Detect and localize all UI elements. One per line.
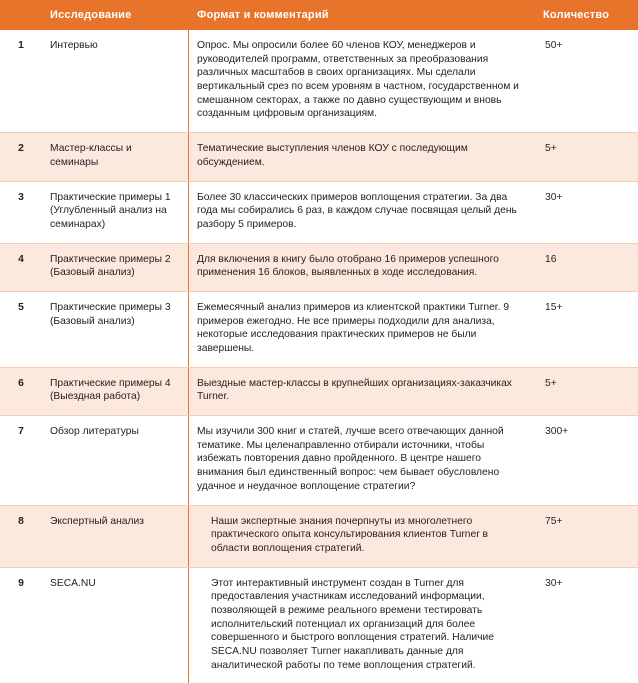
table-row — [0, 567, 638, 683]
row-number: 5 — [0, 291, 42, 367]
row-description: Этот интерактивный инструмент создан в Turner для предоставления участникам исследований информации, позволяющей в режиме реального времени тестировать исполнительский потенциал их организаций для более совершенного и быстрого воплощения стратегий. Наличие SECA.NU позволяет Turner накапливать данные для аналитической работы по теме воплощения стратегий. — [189, 567, 536, 683]
row-count: 75+ — [535, 505, 638, 567]
table-row — [0, 291, 638, 367]
table-row — [0, 30, 638, 133]
row-research-name: Мастер-классы и семинары — [42, 133, 189, 181]
table-row — [0, 505, 638, 567]
row-description: Для включения в книгу было отобрано 16 примеров успешного применения 16 блоков, выявленных в ходе исследования. — [189, 243, 536, 291]
table-header-row — [0, 0, 638, 30]
table-body — [0, 30, 638, 683]
column-header-research: Исследование — [50, 9, 132, 21]
row-count: 16 — [535, 243, 638, 291]
row-count: 5+ — [535, 133, 638, 181]
column-header-count: Количество — [543, 9, 610, 21]
row-description: Более 30 классических примеров воплощения стратегии. За два года мы собирались 6 раз, в каждом случае посвящая целый день разбору 5 примеров. — [189, 181, 536, 243]
row-count: 300+ — [535, 416, 638, 505]
row-research-name: Обзор литературы — [42, 416, 189, 505]
row-description: Тематические выступления членов КОУ с последующим обсуждением. — [189, 133, 536, 181]
table-row — [0, 367, 638, 415]
table-row — [0, 416, 638, 505]
row-number: 7 — [0, 416, 42, 505]
row-count: 30+ — [545, 577, 563, 589]
column-header-number — [0, 0, 42, 30]
row-description: Выездные мастер-классы в крупнейших организациях-заказчиках Turner. — [189, 367, 536, 415]
row-count: 15+ — [535, 291, 638, 367]
table-row — [0, 243, 638, 291]
row-count: 50+ — [535, 30, 638, 133]
table-row — [0, 181, 638, 243]
row-research-name: Практические примеры 4 (Выездная работа) — [42, 367, 189, 415]
column-header-description: Формат и комментарий — [189, 0, 536, 30]
row-number: 6 — [0, 367, 42, 415]
row-research-name: Экспертный анализ — [42, 505, 189, 567]
row-research-name: Практические примеры 2 (Базовый анализ) — [42, 243, 189, 291]
row-number: 1 — [0, 30, 42, 133]
row-research-name: Интервью — [42, 30, 189, 133]
row-description: Ежемесячный анализ примеров из клиентской практики Turner. 9 примеров ежегодно. Не все примеры подходили для анализа, некоторые исследования практических примеров не были завершены. — [189, 291, 536, 367]
row-number: 4 — [0, 243, 42, 291]
row-description: Мы изучили 300 книг и статей, лучше всего отвечающих данной тематике. Мы целенаправленно отбирали источники, чтобы избежать повторения давно пройденного. В центре нашего внимания был единственный вопрос: чем бывает обусловлено удачное и неудачное воплощение стратегии? — [189, 416, 536, 505]
row-count: 30+ — [535, 181, 638, 243]
table-header — [0, 0, 638, 30]
row-research-name: Практические примеры 3 (Базовый анализ) — [42, 291, 189, 367]
row-number: 8 — [0, 505, 42, 567]
row-description: Опрос. Мы опросили более 60 членов КОУ, менеджеров и руководителей программ, ответственных за преобразования различных масштабов в своих организациях. Мы сделали вертикальный срез по всем уровням в частном, государственном и смешанном секторах, а также по давно существующим и вновь созданным цифровым организациям. — [189, 30, 536, 133]
row-number: 3 — [0, 181, 42, 243]
row-number: 2 — [0, 133, 42, 181]
row-research-name: SECA.NU — [50, 577, 96, 589]
table-row — [0, 133, 638, 181]
row-research-name: Практические примеры 1 (Углубленный анализ на семинарах) — [42, 181, 189, 243]
row-description: Наши экспертные знания почерпнуты из многолетнего практического опыта консультирования клиентов Turner в области воплощения стратегий. — [189, 505, 536, 567]
row-count: 5+ — [535, 367, 638, 415]
row-number: 9 — [18, 577, 24, 589]
